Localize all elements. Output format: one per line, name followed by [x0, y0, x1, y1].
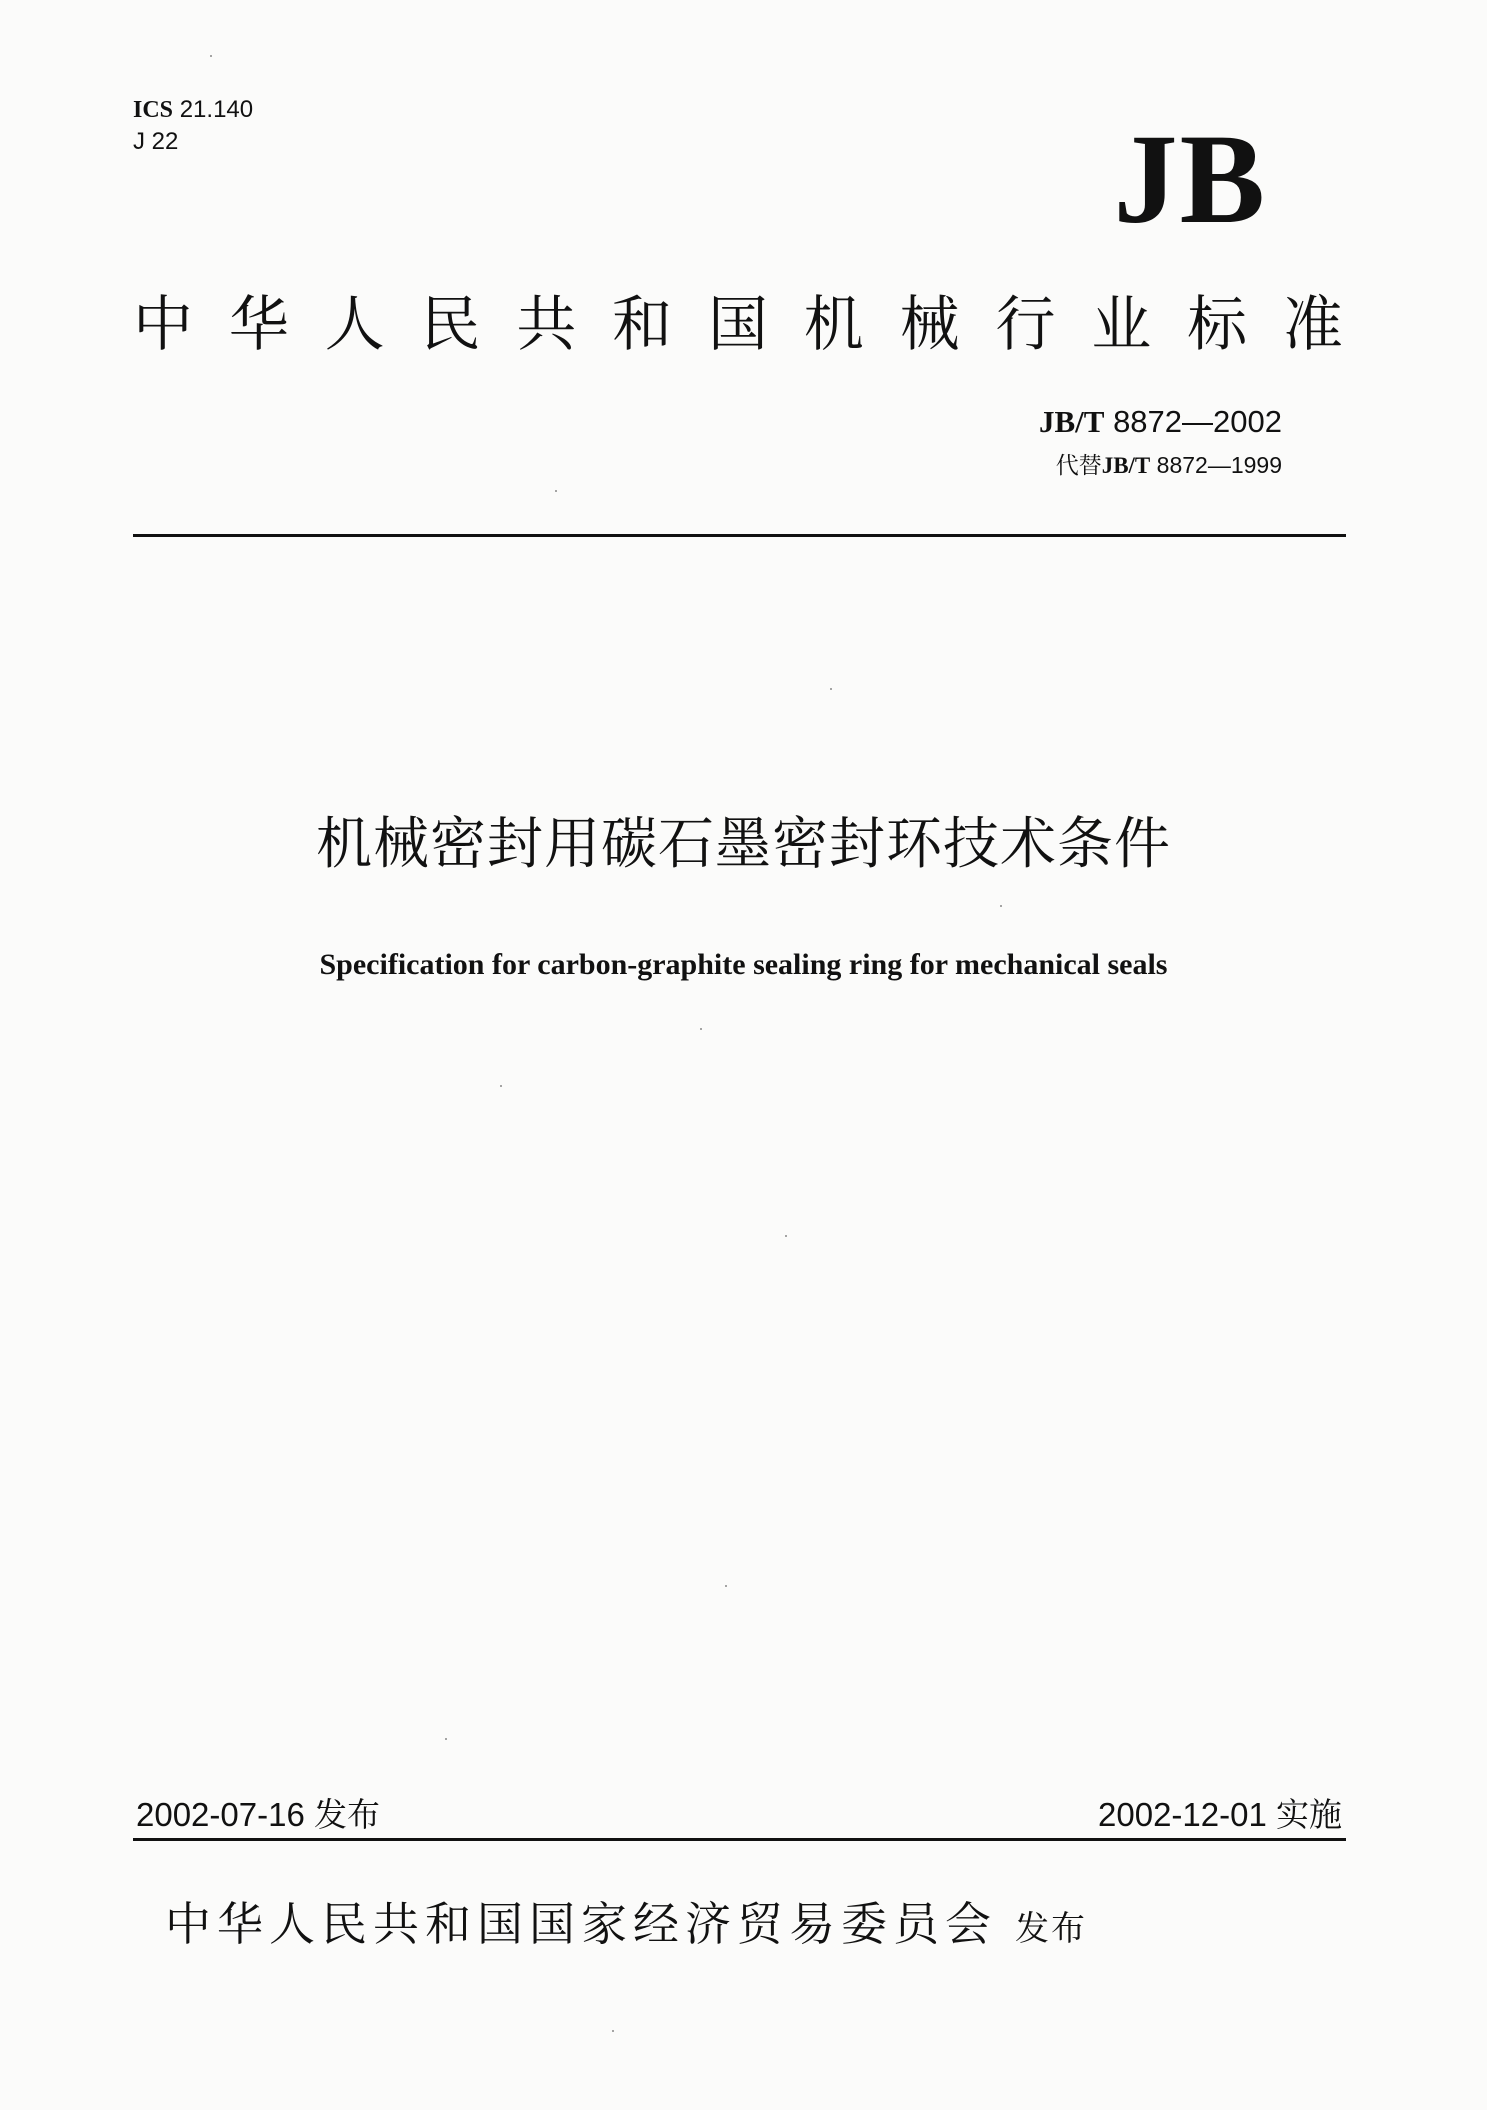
- standard-type-char: 业: [1091, 290, 1152, 360]
- scan-speck: [725, 1585, 727, 1587]
- scan-speck: [500, 1085, 502, 1087]
- scan-speck: [830, 688, 832, 690]
- effective-date: 2002-12-01 实施: [1098, 1796, 1342, 1833]
- standard-type-char: 机: [803, 290, 864, 360]
- issuing-authority: [165, 1896, 1087, 1957]
- standard-type-char: 国: [707, 290, 768, 360]
- scan-speck: [555, 490, 557, 492]
- ics-code: ICS 21.140: [133, 96, 254, 123]
- issuer-suffix: 发布: [1015, 1909, 1087, 1949]
- issue-date: 2002-07-16 发布: [136, 1796, 380, 1833]
- standard-type-char: 行: [995, 290, 1056, 360]
- standard-number: JB/T 8872—2002: [1038, 404, 1282, 439]
- document-title-english: Specification for carbon-graphite sealing ring for mechanical seals: [319, 948, 1168, 981]
- standard-type-char: 民: [420, 290, 481, 360]
- standard-type-heading: [133, 290, 1343, 360]
- bottom-divider: [133, 1838, 1346, 1841]
- jb-logo: JB: [1113, 108, 1267, 250]
- scan-speck: [612, 2030, 614, 2032]
- standard-type-char: 共: [516, 290, 577, 360]
- standard-type-char: 标: [1187, 290, 1248, 360]
- standard-type-char: 人: [324, 290, 385, 360]
- replaces-standard: 代替JB/T 8872—1999: [1055, 452, 1282, 478]
- standard-type-char: 华: [228, 290, 289, 360]
- scan-speck: [785, 1235, 787, 1237]
- standard-type-char: 准: [1282, 290, 1343, 360]
- scan-speck: [210, 55, 212, 57]
- ics-block: [133, 94, 253, 158]
- scan-speck: [700, 1028, 702, 1030]
- standard-type-char: 中: [133, 290, 193, 360]
- standard-type-char: 械: [899, 290, 960, 360]
- document-title-chinese: 机械密封用碳石墨密封环技术条件: [316, 812, 1171, 877]
- scan-speck: [1000, 905, 1002, 907]
- issuer-name: 中华人民共和国国家经济贸易委员会: [165, 1897, 997, 1951]
- classification-code: J 22: [133, 128, 179, 155]
- top-divider: [133, 534, 1346, 537]
- standard-type-char: 和: [612, 290, 673, 360]
- scan-speck: [445, 1738, 447, 1740]
